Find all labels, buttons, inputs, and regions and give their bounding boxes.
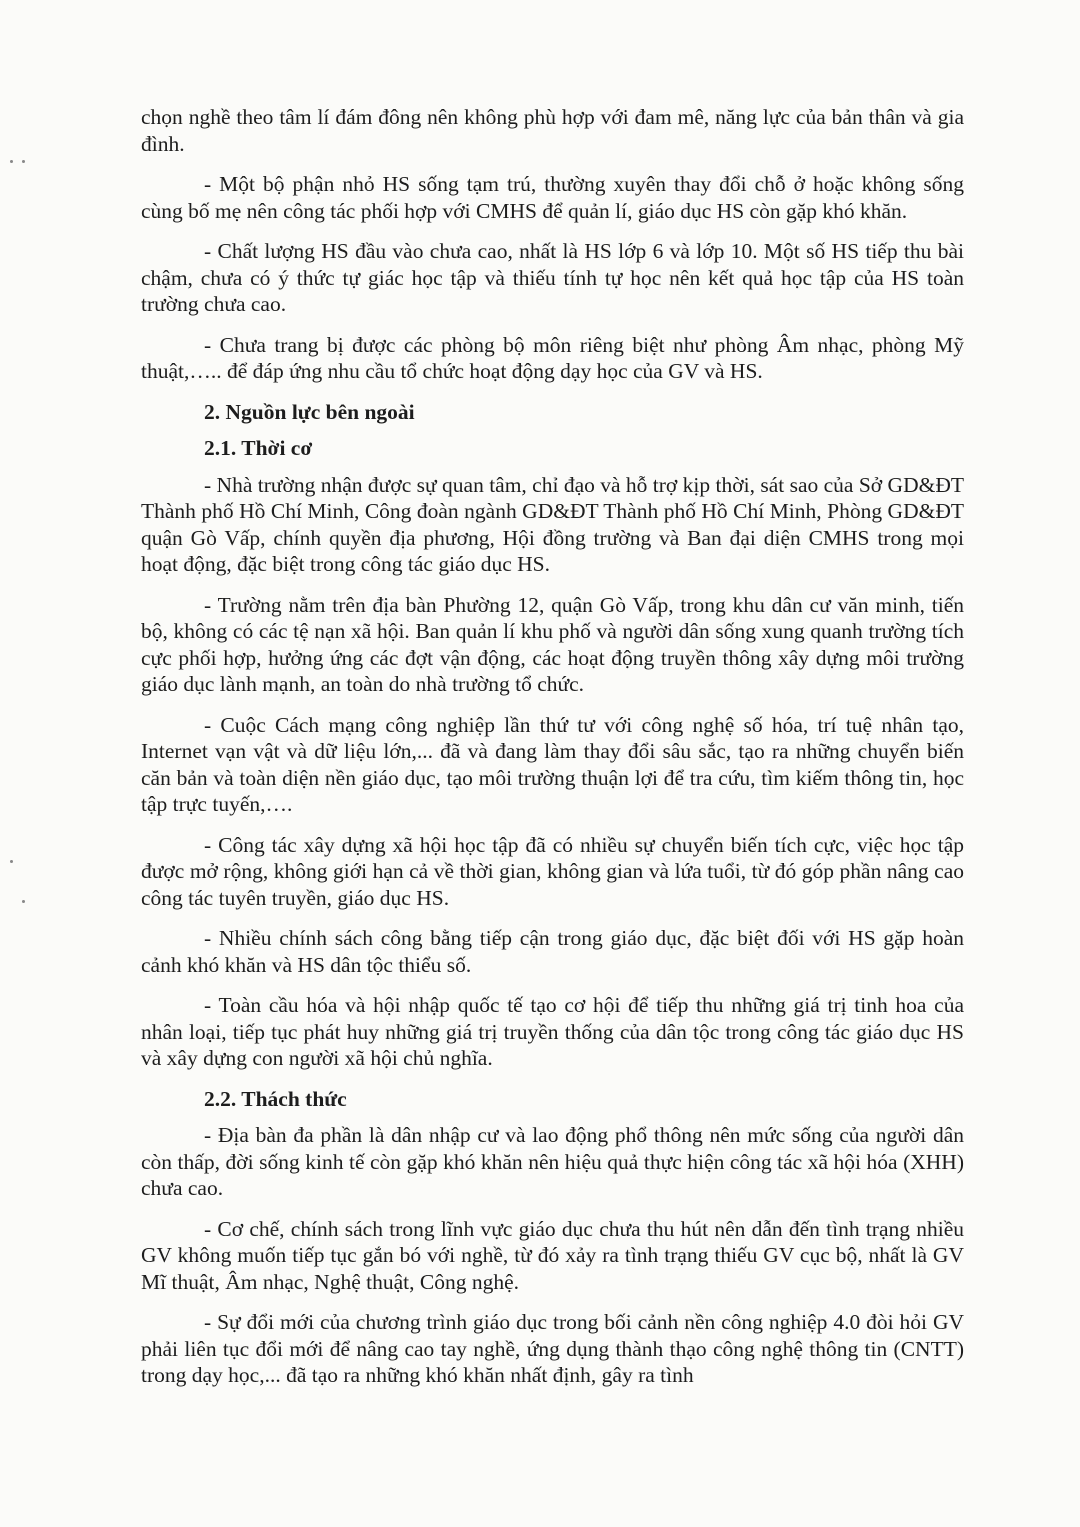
scan-speck <box>10 860 13 863</box>
paragraph-temporary-residence: - Một bộ phận nhỏ HS sống tạm trú, thường xuyên thay đổi chỗ ở hoặc không sống cùng bố mẹ nên công tác phối hợp với CMHS để quản lí, giáo dục HS còn gặp khó khăn. <box>141 172 964 223</box>
heading-challenges: 2.2. Thách thức <box>204 1086 347 1111</box>
paragraph-continuation: chọn nghề theo tâm lí đám đông nên không phù hợp với đam mê, năng lực của bản thân và gia đình. <box>141 105 964 156</box>
scan-speck <box>10 160 13 163</box>
paragraph-support: - Nhà trường nhận được sự quan tâm, chỉ đạo và hỗ trợ kịp thời, sát sao của Sở GD&ĐT Thành phố Hồ Chí Minh, Công đoàn ngành GD&ĐT Thành phố Hồ Chí Minh, Phòng GD&ĐT quận Gò Vấp, chính quyền địa phương, Hội đồng trường và Ban đại diện CMHS trong mọi hoạt động, đặc biệt trong công tác giáo dục HS. <box>141 472 964 576</box>
paragraph-industry-4: - Cuộc Cách mạng công nghiệp lần thứ tư với công nghệ số hóa, trí tuệ nhân tạo, Internet vạn vật và dữ liệu lớn,... đã và đang làm thay đổi sâu sắc, tạo ra những chuyển biến căn bản và toàn diện nền giáo dục, tạo môi trường thuận lợi để tra cứu, tìm kiếm thông tin, học tập trực tuyến,…. <box>141 712 964 816</box>
heading-external-resources: 2. Nguồn lực bên ngoài <box>204 399 415 424</box>
document-page <box>141 104 964 1403</box>
paragraph-immigrant-area: - Địa bàn đa phần là dân nhập cư và lao động phổ thông nên mức sống của người dân còn thấp, đời sống kinh tế còn gặp khó khăn nên hiệu quả thực hiện công tác xã hội hóa (XHH) chưa cao. <box>141 1123 964 1200</box>
paragraph-location: - Trường nằm trên địa bàn Phường 12, quận Gò Vấp, trong khu dân cư văn minh, tiến bộ, không có các tệ nạn xã hội. Ban quản lí khu phố và người dân sống xung quanh trường tích cực phối hợp, hưởng ứng các đợt vận động, các hoạt động truyền thông xây dựng môi trường giáo dục lành mạnh, an toàn do nhà trường tổ chức. <box>141 592 964 696</box>
heading-opportunities: 2.1. Thời cơ <box>204 436 313 460</box>
scan-speck <box>22 160 25 163</box>
paragraph-globalization: - Toàn cầu hóa và hội nhập quốc tế tạo cơ hội để tiếp thu những giá trị tinh hoa của nhân loại, tiếp tục phát huy những giá trị truyền thống của dân tộc trong công tác giáo dục HS và xây dựng con người xã hội chủ nghĩa. <box>141 993 964 1070</box>
paragraph-subject-rooms: - Chưa trang bị được các phòng bộ môn riêng biệt như phòng Âm nhạc, phòng Mỹ thuật,….. để đáp ứng nhu cầu tổ chức hoạt động dạy học của GV và HS. <box>141 332 964 383</box>
scan-speck <box>22 900 25 903</box>
paragraph-equity-policy: - Nhiều chính sách công bằng tiếp cận trong giáo dục, đặc biệt đối với HS gặp hoàn cảnh khó khăn và HS dân tộc thiểu số. <box>141 926 964 977</box>
paragraph-student-quality: - Chất lượng HS đầu vào chưa cao, nhất là HS lớp 6 và lớp 10. Một số HS tiếp thu bài chậm, chưa có ý thức tự giác học tập và thiếu tính tự học nên kết quả học tập của HS toàn trường chưa cao. <box>141 239 964 316</box>
paragraph-curriculum-change: - Sự đổi mới của chương trình giáo dục trong bối cảnh nền công nghiệp 4.0 đòi hỏi GV phải liên tục đổi mới để nâng cao tay nghề, ứng dụng thành thạo công nghệ thông tin (CNTT) trong dạy học,... đã tạo ra những khó khăn nhất định, gây ra tình <box>141 1310 964 1387</box>
paragraph-teacher-shortage: - Cơ chế, chính sách trong lĩnh vực giáo dục chưa thu hút nên dẫn đến tình trạng nhiều GV không muốn tiếp tục gắn bó với nghề, từ đó xảy ra tình trạng thiếu GV cục bộ, nhất là GV Mĩ thuật, Âm nhạc, Nghệ thuật, Công nghệ. <box>141 1216 964 1294</box>
paragraph-learning-society: - Công tác xây dựng xã hội học tập đã có nhiều sự chuyển biến tích cực, việc học tập được mở rộng, không giới hạn cả về thời gian, không gian và lứa tuổi, từ đó góp phần nâng cao công tác tuyên truyền, giáo dục HS. <box>141 832 964 910</box>
